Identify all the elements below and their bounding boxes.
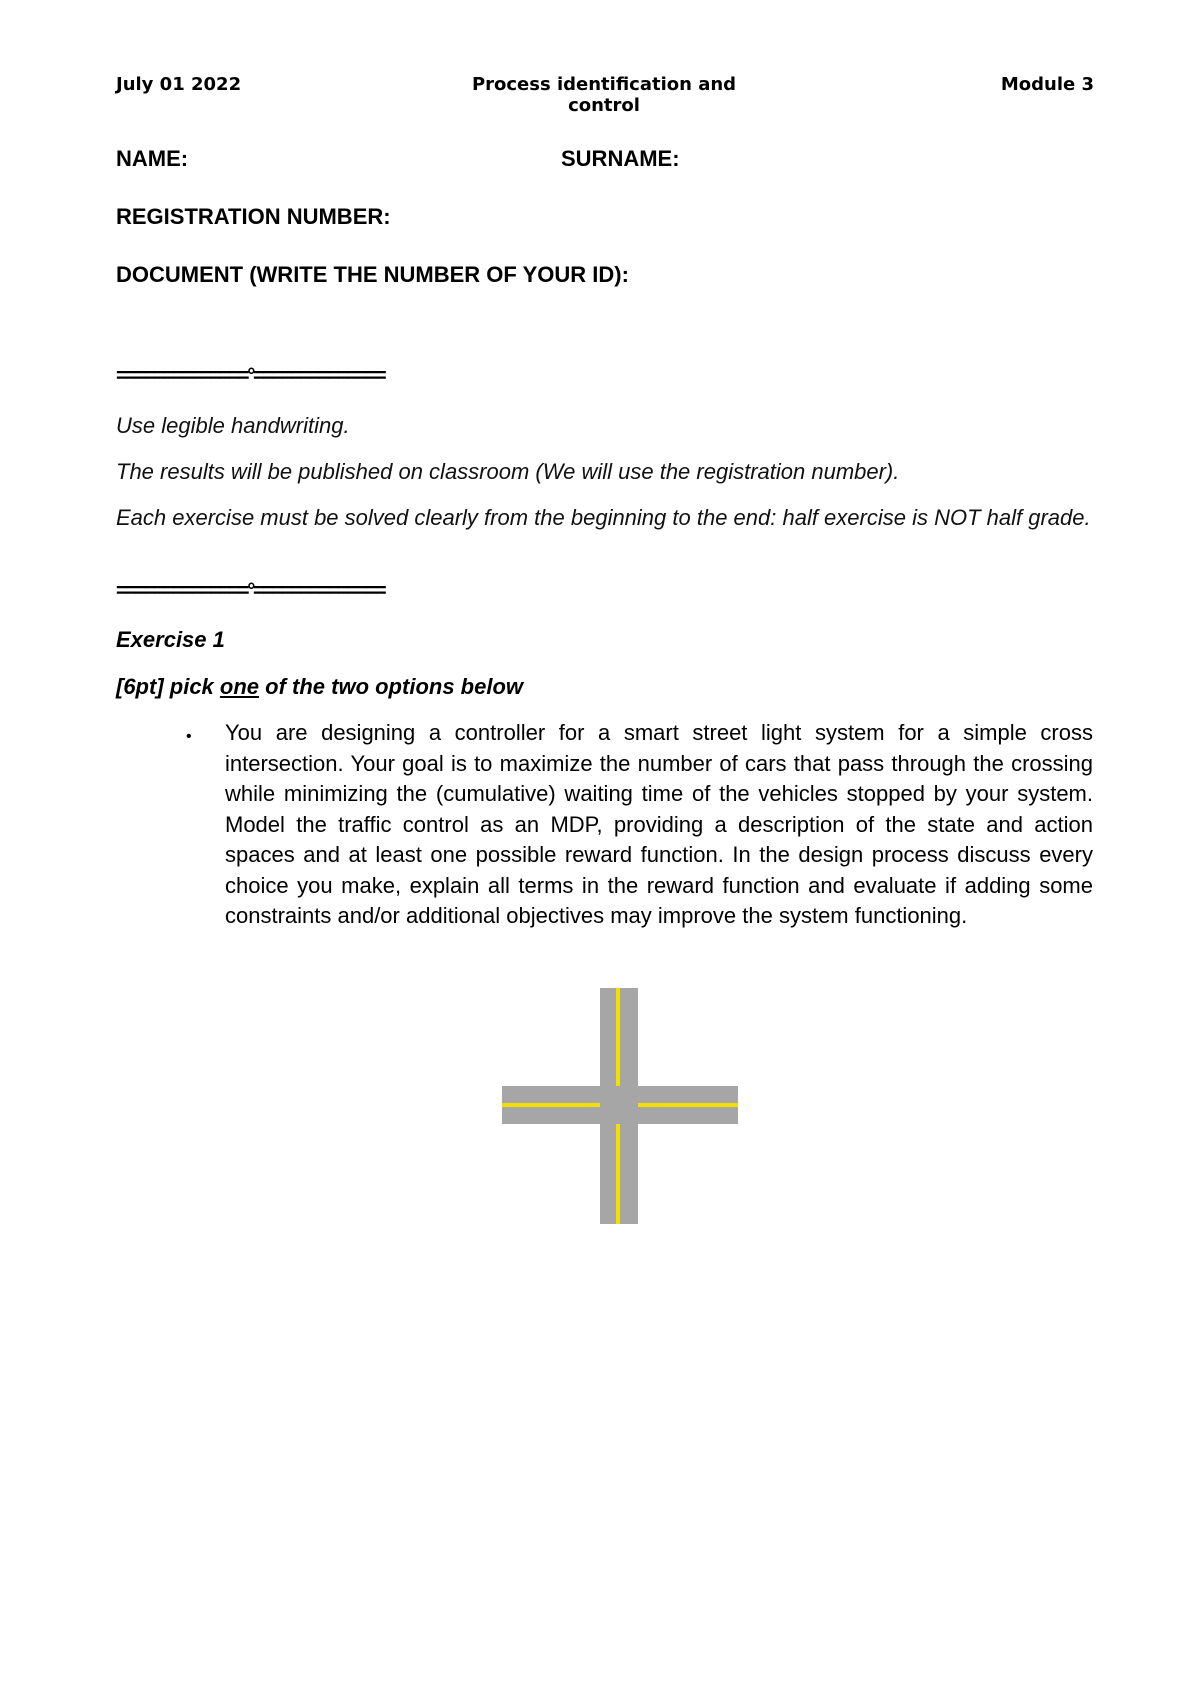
vertical-center-line-bottom [616,1124,620,1224]
header-date: July 01 2022 [116,74,242,95]
horizontal-center-line-right [638,1103,738,1107]
horizontal-center-line-left [502,1103,600,1107]
header-course: Process identification and control [471,74,737,116]
exercise-pick-instruction [116,674,523,700]
pick-prefix: [6pt] pick [116,674,220,699]
instruction-results: The results will be published on classroom (We will use the registration number). [116,459,900,484]
registration-field-label: REGISTRATION NUMBER: [116,204,391,229]
instruction-grading: Each exercise must be solved clearly from the beginning to the end: half exercise is NOT half grade. [116,505,1091,530]
exercise-title: Exercise 1 [116,627,225,652]
header-module: Module 3 [1000,74,1094,95]
instruction-handwriting: Use legible handwriting. [116,413,350,438]
exercise-option-1: You are designing a controller for a smart street light system for a simple cross intersection. Your goal is to maximize the number of cars that pass through the crossing while minimizing the (cumulative) waiting time of the vehicles stopped by your system. Model the traffic control as an MDP, providing a description of the state and action spaces and at least one possible reward function. In the design process discuss every choice you make, explain all terms in the reward function and evaluate if adding some constraints and/or additional objectives may improve the system functioning. [225,720,1093,928]
surname-field-label: SURNAME: [561,146,680,171]
pick-underlined: one [219,674,260,699]
pick-suffix: of the two options below [259,674,523,699]
intersection-figure [502,988,738,1224]
separator-top: ==============°============== [116,365,385,387]
vertical-center-line-top [616,988,620,1086]
bullet-icon: • [186,728,192,745]
separator-bottom: ==============°============== [116,580,385,602]
name-field-label: NAME: [116,146,189,171]
document-field-label: DOCUMENT (WRITE THE NUMBER OF YOUR ID): [116,262,629,287]
